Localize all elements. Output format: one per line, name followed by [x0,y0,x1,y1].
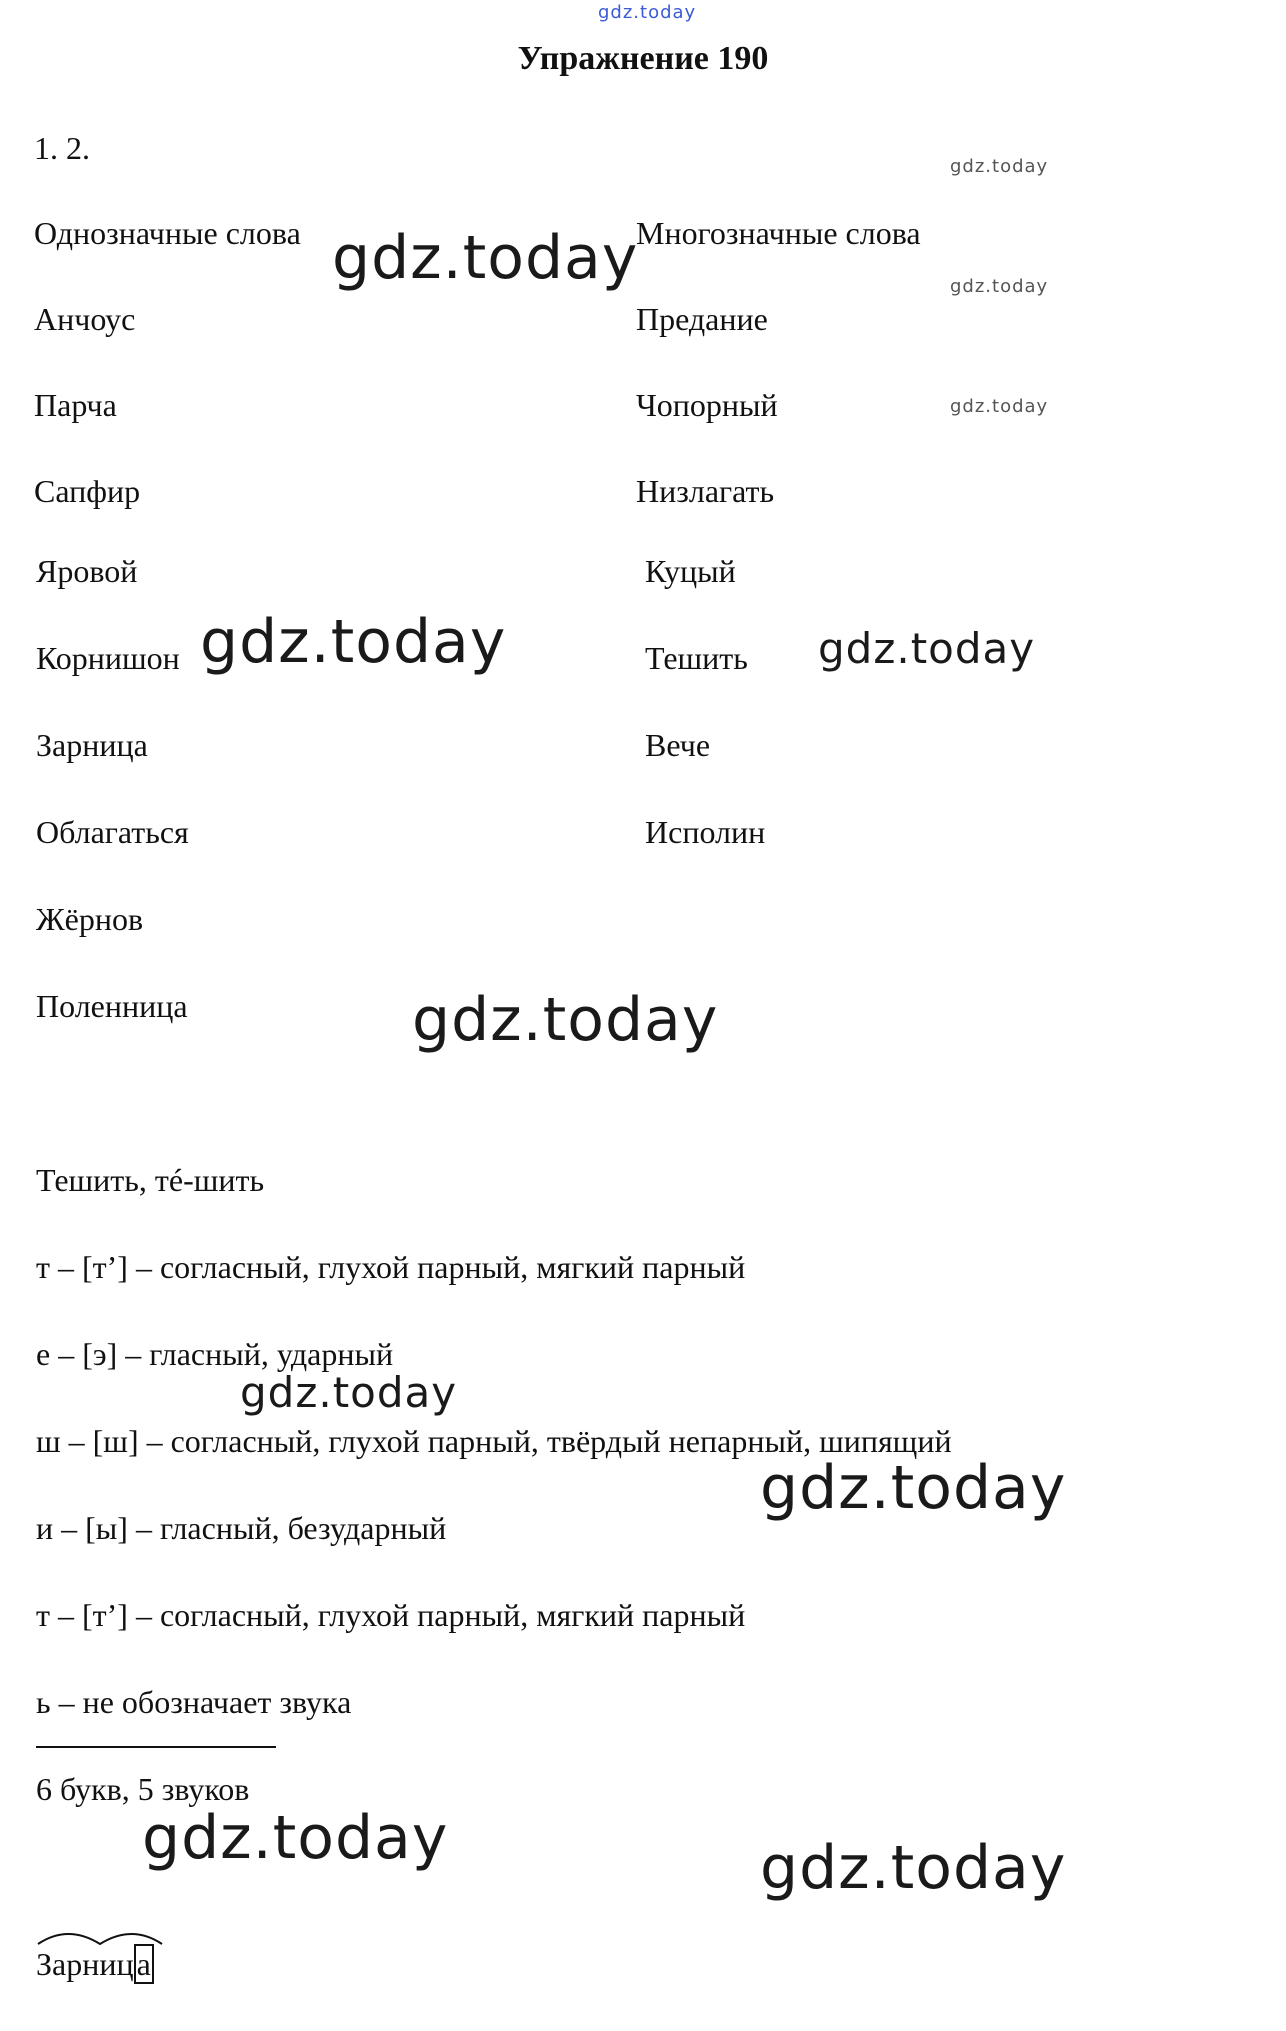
right-word: Чопорный [636,387,778,423]
watermark-small: gdz.today [950,156,1049,177]
sound-line: т – [т’] – согласный, глухой парный, мягкий парный [36,1249,746,1285]
sound-line: ш – [ш] – согласный, глухой парный, твёрдый непарный, шипящий [36,1423,952,1459]
right-word: Тешить [645,640,748,676]
watermark-top: gdz.today [598,2,697,23]
morpheme-parse [36,1944,154,1984]
left-word: Зарница [36,727,148,763]
watermark-large: gdz.today [200,607,507,677]
right-column-header: Многозначные слова [636,215,921,251]
watermark-small: gdz.today [950,276,1049,297]
left-word: Жёрнов [36,901,144,937]
watermark-large: gdz.today [412,985,719,1055]
task-numbers: 1. 2. [34,130,90,166]
root-arc-icon [36,1922,164,1946]
summary-divider [36,1746,276,1748]
morpheme-root [36,1944,134,1984]
left-word: Сапфир [34,473,141,509]
left-word: Облагаться [36,814,189,850]
sound-line: т – [т’] – согласный, глухой парный, мягкий парный [36,1597,746,1633]
right-word: Низлагать [636,473,775,509]
morpheme-root-text: Зарниц [36,1946,134,1982]
watermark-medium: gdz.today [818,624,1036,673]
watermark-large: gdz.today [760,1453,1067,1523]
watermark-large: gdz.today [760,1833,1067,1903]
left-word: Поленница [36,988,188,1024]
left-word: Парча [34,387,117,423]
left-word: Анчоус [34,301,136,337]
analysis-word-line: Тешить, тé-шить [36,1162,265,1198]
sound-line: е – [э] – гласный, ударный [36,1336,394,1372]
watermark-small: gdz.today [950,396,1049,417]
watermark-large: gdz.today [332,223,639,293]
right-word: Исполин [645,814,766,850]
morpheme-ending: а [134,1944,154,1984]
right-word: Вече [645,727,711,763]
left-word: Яровой [36,553,138,589]
page-title: Упражнение 190 [517,40,769,77]
right-word: Предание [636,301,768,337]
watermark-large: gdz.today [142,1803,449,1873]
analysis-summary: 6 букв, 5 звуков [36,1771,250,1807]
watermark-medium: gdz.today [240,1368,458,1417]
sound-line: и – [ы] – гласный, безударный [36,1510,447,1546]
right-word: Куцый [645,553,736,589]
left-column-header: Однозначные слова [34,215,301,251]
left-word: Корнишон [36,640,180,676]
sound-line: ь – не обозначает звука [36,1684,352,1720]
